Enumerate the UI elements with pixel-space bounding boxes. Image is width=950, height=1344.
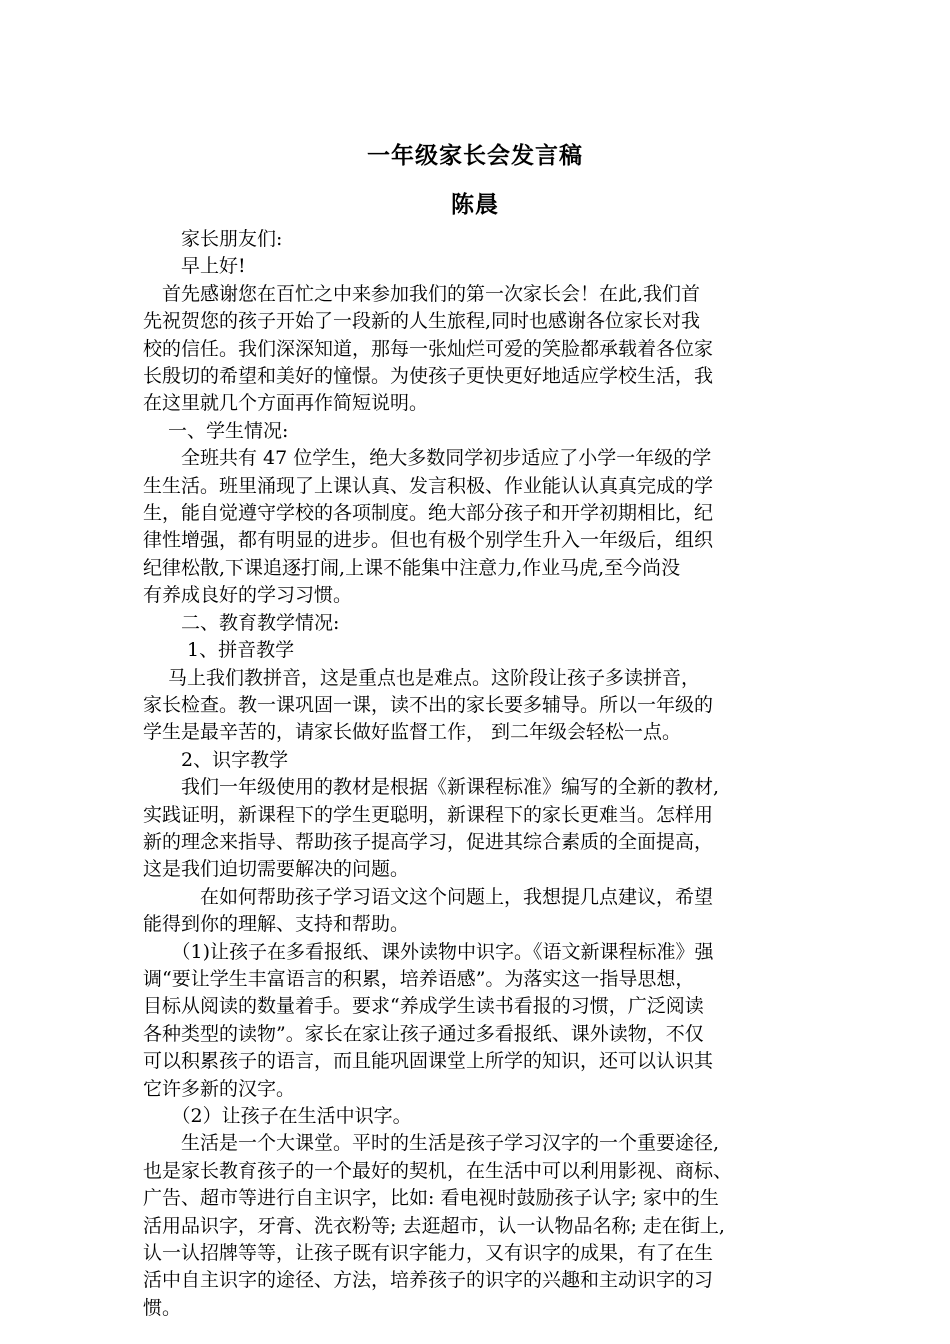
body-line: 新的理念来指导、帮助孩子提高学习，促进其综合素质的全面提高，: [143, 830, 714, 853]
body-line: 首先感谢您在百忙之中来参加我们的第一次家长会！在此,我们首: [143, 282, 701, 305]
document-title: 一年级家长会发言稿: [367, 142, 583, 169]
body-line: 活用品识字，牙膏、洗衣粉等; 去逛超市，认一认物品名称; 走在街上,: [143, 1214, 725, 1237]
body-line: 全班共有 47 位学生，绝大多数同学初步适应了小学一年级的学: [143, 447, 712, 470]
body-line: 能得到你的理解、支持和帮助。: [143, 913, 410, 936]
body-line: 我们一年级使用的教材是根据《新课程标准》编写的全新的教材,: [143, 776, 720, 799]
body-line: 律性增强，都有明显的进步。但也有极个别学生升入一年级后，组织: [143, 529, 714, 552]
body-line: 一、学生情况:: [143, 419, 289, 442]
body-line: 1、拼音教学: [143, 639, 295, 662]
body-line: 有养成良好的学习习惯。: [143, 584, 353, 607]
body-line: 生活是一个大课堂。平时的生活是孩子学习汉字的一个重要途径,: [143, 1132, 720, 1155]
body-line: 生，能自觉遵守学校的各项制度。绝大部分孩子和开学初期相比，纪: [143, 502, 714, 525]
body-line: （1)让孩子在多看报纸、课外读物中识字。《语文新课程标准》强: [143, 940, 714, 963]
body-line: （2）让孩子在生活中识字。: [143, 1105, 412, 1127]
body-line: 它许多新的汉字。: [143, 1077, 296, 1100]
body-line: 目标从阅读的数量着手。要求“养成学生读书看报的习惯，广泛阅读: [143, 995, 704, 1018]
body-line: 家长朋友们:: [143, 228, 283, 250]
body-line: 马上我们教拼音，这是重点也是难点。这阶段让孩子多读拼音，: [143, 666, 701, 689]
body-line: 长殷切的希望和美好的憧憬。为使孩子更快更好地适应学校生活，我: [143, 365, 714, 388]
body-line: 2、识字教学: [143, 748, 289, 771]
body-line: 广告、超市等进行自主识字，比如: 看电视时鼓励孩子认字; 家中的生: [143, 1187, 719, 1210]
body-line: 调“要让学生丰富语言的积累，培养语感”。为落实这一指导思想，: [143, 967, 695, 990]
body-line: 先祝贺您的孩子开始了一段新的人生旅程,同时也感谢各位家长对我: [143, 310, 701, 333]
body-line: 可以积累孩子的语言，而且能巩固课堂上所学的知识，还可以认识其: [143, 1050, 714, 1073]
body-line: 家长检查。教一课巩固一课，读不出的家长要多辅导。所以一年级的: [143, 693, 714, 716]
body-line: 在如何帮助孩子学习语文这个问题上，我想提几点建议，希望: [143, 885, 714, 908]
body-line: 二、教育教学情况:: [143, 611, 340, 634]
body-line: 实践证明，新课程下的学生更聪明，新课程下的家长更难当。怎样用: [143, 803, 714, 826]
body-line: 纪律松散,下课追逐打闹,上课不能集中注意力,作业马虎,至今尚没: [143, 556, 681, 579]
body-line: 在这里就几个方面再作简短说明。: [143, 392, 429, 415]
body-line: 学生是最辛苦的，请家长做好监督工作， 到二年级会轻松一点。: [143, 721, 682, 744]
body-line: 认一认招牌等等，让孩子既有识字能力，又有识字的成果，有了在生: [143, 1242, 714, 1265]
body-line: 活中自主识字的途径、方法，培养孩子的识字的兴趣和主动识字的习: [143, 1269, 714, 1292]
document-body: [143, 226, 823, 1322]
body-line: 校的信任。我们深深知道，那每一张灿烂可爱的笑脸都承载着各位家: [143, 337, 714, 360]
body-line: 惯。: [143, 1296, 182, 1319]
document-author: 陈晨: [451, 191, 499, 218]
body-line: 各种类型的读物”。家长在家让孩子通过多看报纸、课外读物，不仅: [143, 1022, 704, 1045]
body-line: 早上好!: [143, 255, 246, 278]
body-line: 生生活。班里涌现了上课认真、发言积极、作业能认认真真完成的学: [143, 474, 714, 497]
body-line: 也是家长教育孩子的一个最好的契机，在生活中可以利用影视、商标、: [143, 1159, 733, 1182]
body-line: 这是我们迫切需要解决的问题。: [143, 858, 410, 881]
